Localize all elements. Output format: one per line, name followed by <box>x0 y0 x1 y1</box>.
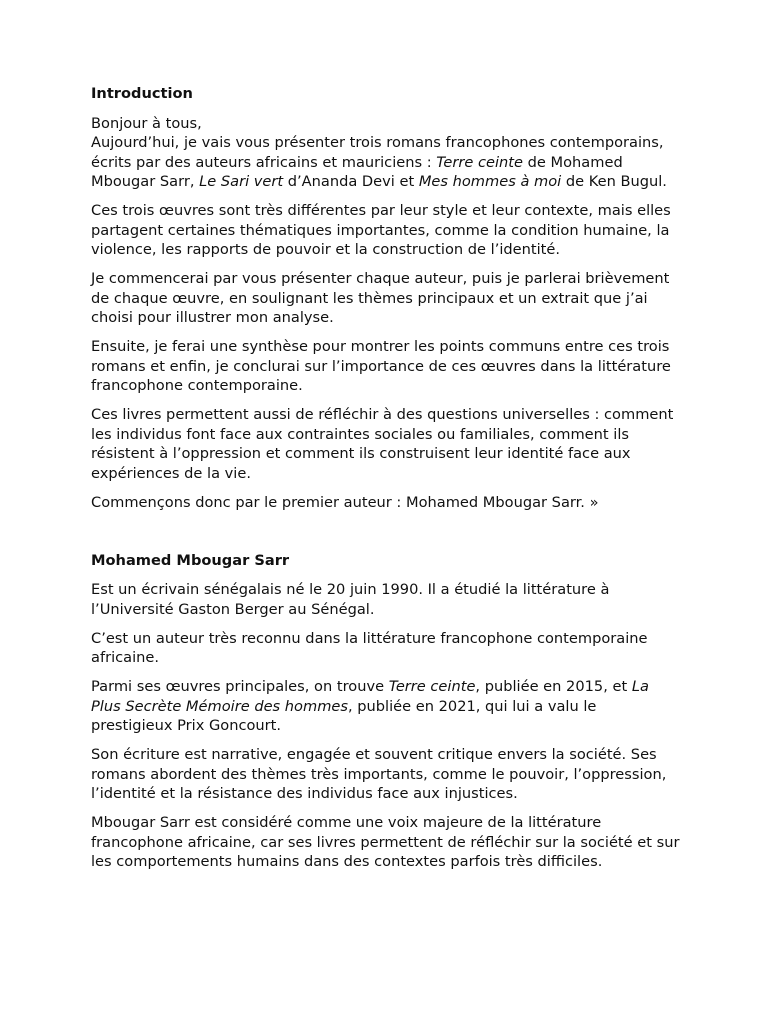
book-title-mes-hommes-a-moi: Mes hommes à moi <box>418 173 562 190</box>
sarr-paragraph-5: Mbougar Sarr est considéré comme une voix majeure de la littérature francophone africaine, car ses livres permettent de réfléchir sur la société et sur les comportements humains dans des contextes parfois très difficiles. <box>91 814 680 870</box>
intro-paragraph-4: Ensuite, je ferai une synthèse pour montrer les points communs entre ces trois romans et enfin, je conclurai sur l’importance de ces œuvres dans la littérature francophone contemporaine. <box>91 338 671 394</box>
sarr-text-b: , publiée en 2015, et <box>475 678 632 695</box>
document-page <box>91 84 681 881</box>
sarr-paragraph-4: Son écriture est narrative, engagée et souvent critique envers la société. Ses romans abordent des thèmes très importants, comme le pouvoir, l’oppression, l’identité et la résistance des individus face aux injustices. <box>91 746 667 802</box>
intro-text-d: de Ken Bugul. <box>561 173 667 190</box>
greeting-line: Bonjour à tous, <box>91 114 202 132</box>
book-title-le-sari-vert: Le Sari vert <box>199 173 284 190</box>
book-title-plus-secrete-memoire: La Plus Secrète Mémoire des hommes <box>91 678 649 715</box>
sarr-text-a: Parmi ses œuvres principales, on trouve <box>91 678 389 695</box>
sarr-paragraph-3 <box>91 677 681 736</box>
sarr-paragraph-1: Est un écrivain sénégalais né le 20 juin 1990. Il a étudié la littérature à l’Université Gaston Berger au Sénégal. <box>91 581 610 618</box>
section-heading-introduction: Introduction <box>91 85 193 102</box>
intro-paragraph-6: Commençons donc par le premier auteur : Mohamed Mbougar Sarr. » <box>91 493 599 511</box>
intro-paragraph-3: Je commencerai par vous présenter chaque auteur, puis je parlerai brièvement de chaque œuvre, en soulignant les thèmes principaux et un extrait que j’ai choisi pour illustrer mon analyse. <box>91 270 670 326</box>
intro-paragraph-1 <box>91 114 681 192</box>
intro-text-a: Aujourd’hui, je vais vous présenter trois romans francophones contemporains, écrits par des auteurs africains et mauriciens : <box>91 134 664 171</box>
section-spacer <box>91 522 681 551</box>
intro-paragraph-5: Ces livres permettent aussi de réfléchir à des questions universelles : comment les individus font face aux contraintes sociales ou familiales, comment ils résistent à l’oppression et comment ils construisent leur identité face aux expériences de la vie. <box>91 406 674 482</box>
sarr-text-c: , publiée en 2021, qui lui a valu le prestigieux Prix Goncourt. <box>91 697 597 734</box>
book-title-terre-ceinte: Terre ceinte <box>436 153 524 171</box>
book-title-terre-ceinte-2: Terre ceinte <box>388 678 476 695</box>
intro-text-b: de Mohamed Mbougar Sarr, <box>91 153 623 190</box>
sarr-paragraph-2: C’est un auteur très reconnu dans la littérature francophone contemporaine africaine. <box>91 629 648 666</box>
intro-text-c: d’Ananda Devi et <box>283 173 419 190</box>
intro-paragraph-2: Ces trois œuvres sont très différentes par leur style et leur contexte, mais elles partagent certaines thématiques importantes, comme la condition humaine, la violence, les rapports de pouvoir et la construction de l’identité. <box>91 202 671 258</box>
section-heading-sarr: Mohamed Mbougar Sarr <box>91 551 290 569</box>
